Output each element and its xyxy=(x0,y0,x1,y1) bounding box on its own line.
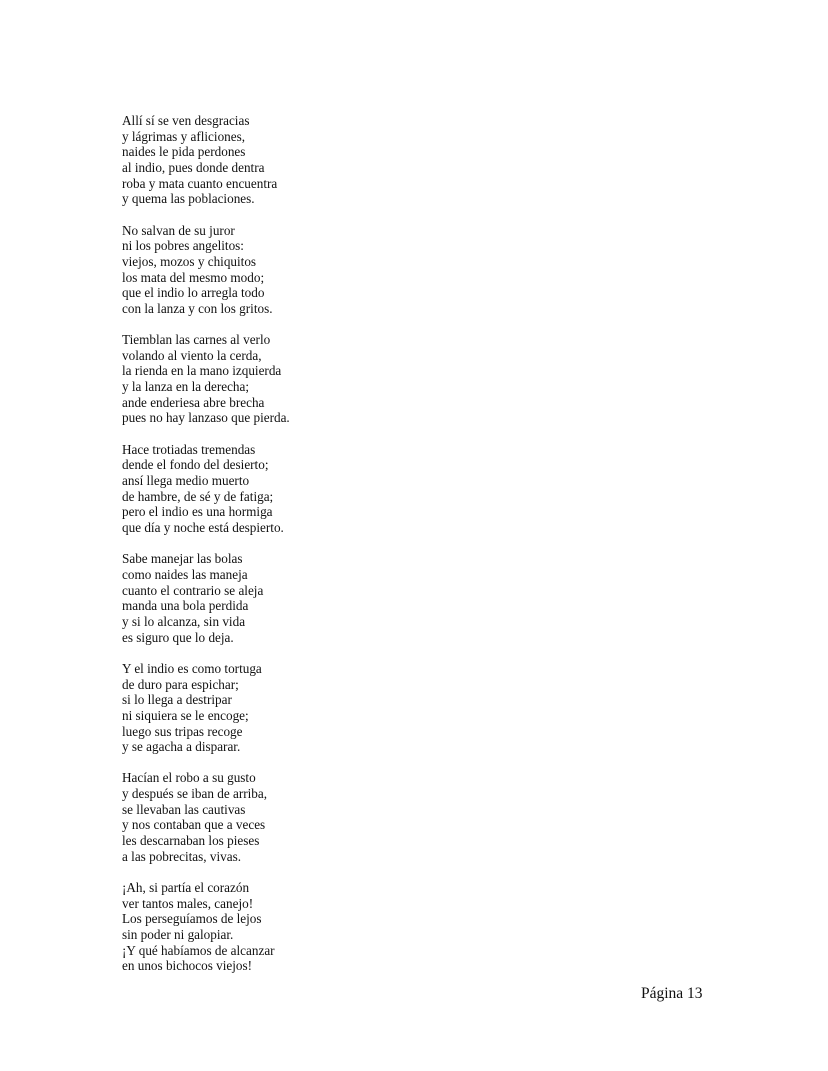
verse-line: cuanto el contrario se aleja xyxy=(122,582,264,598)
verse-line: Hace trotiadas tremendas xyxy=(122,441,256,457)
verse-line: y se agacha a disparar. xyxy=(122,739,241,755)
verse-line: y después se iban de arriba, xyxy=(122,786,268,802)
verse-line: ansí llega medio muerto xyxy=(122,473,250,489)
verse-line: viejos, mozos y chiquitos xyxy=(122,253,257,269)
verse-line: los mata del mesmo modo; xyxy=(122,269,265,285)
stanza xyxy=(122,332,290,426)
verse-line: que el indio lo arregla todo xyxy=(122,285,265,301)
verse-line: se llevaban las cautivas xyxy=(122,801,246,817)
verse-line: dende el fondo del desierto; xyxy=(122,457,269,473)
verse-line: ni siquiera se le encoge; xyxy=(122,707,249,723)
verse-line: la rienda en la mano izquierda xyxy=(122,363,282,379)
verse-line: de duro para espichar; xyxy=(122,676,239,692)
stanza xyxy=(122,770,290,864)
poem-body xyxy=(122,113,290,990)
verse-line: sin poder ni galopiar. xyxy=(122,927,234,943)
verse-line: de hambre, de sé y de fatiga; xyxy=(122,488,274,504)
verse-line: Tiemblan las carnes al verlo xyxy=(122,332,271,348)
verse-line: y lágrimas y afliciones, xyxy=(122,128,246,144)
verse-line: con la lanza y con los gritos. xyxy=(122,300,273,316)
verse-line: Y el indio es como tortuga xyxy=(122,660,262,676)
verse-line: y quema las poblaciones. xyxy=(122,191,255,207)
verse-line: y la lanza en la derecha; xyxy=(122,379,250,395)
verse-line: Sabe manejar las bolas xyxy=(122,551,243,567)
verse-line: ni los pobres angelitos: xyxy=(122,238,244,254)
verse-line: y si lo alcanza, sin vida xyxy=(122,613,246,629)
verse-line: ¡Ah, si partía el corazón xyxy=(122,880,250,896)
verse-line: que día y noche está despierto. xyxy=(122,520,284,536)
verse-line: pues no hay lanzaso que pierda. xyxy=(122,410,290,426)
verse-line: ver tantos males, canejo! xyxy=(122,895,254,911)
verse-line: Los perseguíamos de lejos xyxy=(122,911,262,927)
verse-line: naides le pida perdones xyxy=(122,144,246,160)
verse-line: es siguro que lo deja. xyxy=(122,629,234,645)
verse-line: pero el indio es una hormiga xyxy=(122,504,273,520)
stanza xyxy=(122,880,290,974)
verse-line: a las pobrecitas, vivas. xyxy=(122,848,242,864)
verse-line: roba y mata cuanto encuentra xyxy=(122,175,278,191)
stanza xyxy=(122,661,290,755)
verse-line: ¡Y qué habíamos de alcanzar xyxy=(122,942,275,958)
stanza xyxy=(122,223,290,317)
verse-line: si lo llega a destripar xyxy=(122,692,232,708)
page-number: Página 13 xyxy=(641,985,703,1002)
verse-line: ande enderiesa abre brecha xyxy=(122,394,265,410)
verse-line: como naides las maneja xyxy=(122,566,248,582)
verse-line: en unos bichocos viejos! xyxy=(122,958,253,974)
stanza xyxy=(122,442,290,536)
verse-line: les descarnaban los pieses xyxy=(122,833,260,849)
stanza xyxy=(122,113,290,207)
stanza xyxy=(122,551,290,645)
verse-line: volando al viento la cerda, xyxy=(122,347,262,363)
verse-line: Allí sí se ven desgracias xyxy=(122,113,250,128)
verse-line: No salvan de su juror xyxy=(122,222,235,238)
verse-line: luego sus tripas recoge xyxy=(122,723,243,739)
verse-line: al indio, pues donde dentra xyxy=(122,159,265,175)
verse-line: y nos contaban que a veces xyxy=(122,817,266,833)
verse-line: Hacían el robo a su gusto xyxy=(122,770,256,786)
verse-line: manda una bola perdida xyxy=(122,598,249,614)
